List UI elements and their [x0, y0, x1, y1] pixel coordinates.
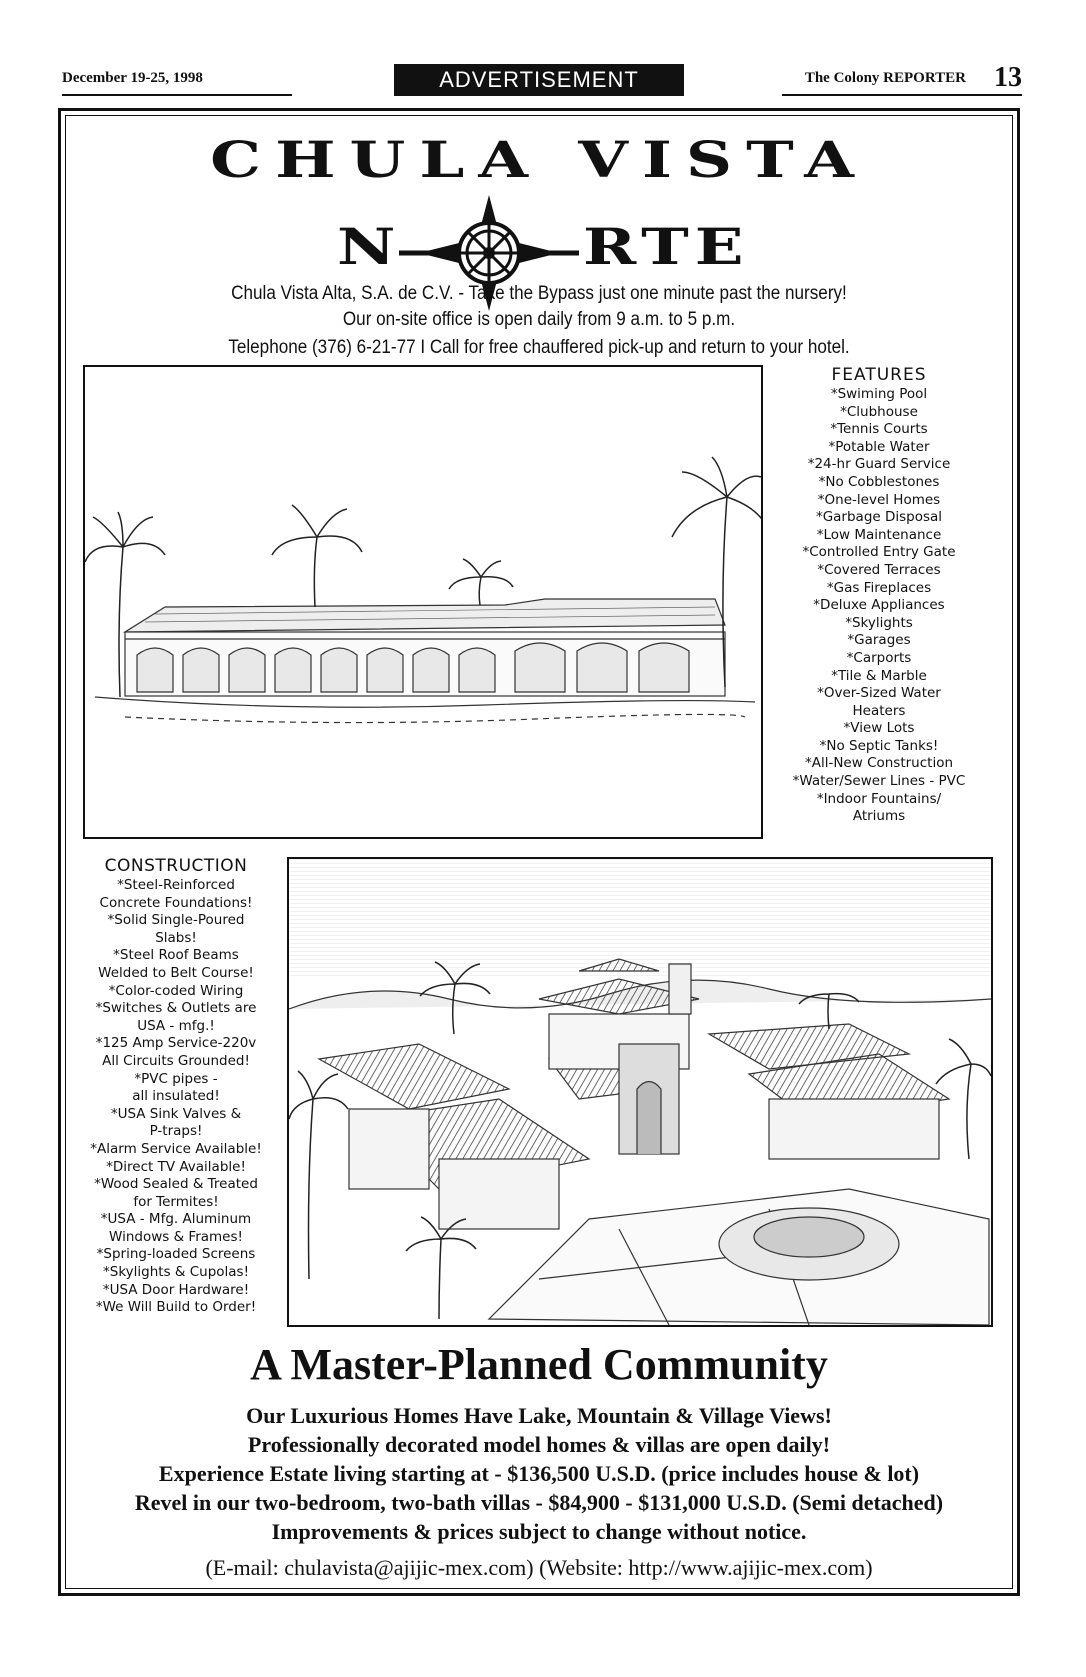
- info-line-hours: Our on-site office is open daily from 9 a.m. to 5 p.m.: [342, 309, 736, 330]
- construction-item: all insulated!: [132, 1088, 220, 1105]
- feature-item: *Covered Terraces: [817, 561, 941, 578]
- construction-item: *Steel Roof Beams: [113, 947, 239, 964]
- feature-item: *Tennis Courts: [830, 421, 928, 438]
- feature-item: *Deluxe Appliances: [813, 597, 945, 614]
- header-rule-right: [782, 94, 1022, 96]
- construction-list: [71, 855, 281, 1317]
- bottom-line-contact: (E-mail: chulavista@ajijic-mex.com) (Website: http://www.ajijic-mex.com): [205, 1555, 873, 1580]
- feature-item: *Garbage Disposal: [815, 509, 943, 526]
- bottom-line-estate-price: Experience Estate living starting at - $136,500 U.S.D. (price includes house & lot): [158, 1461, 920, 1486]
- bottom-line-model-homes: Professionally decorated model homes & villas are open daily!: [247, 1432, 831, 1457]
- feature-item: *All-New Construction: [804, 755, 954, 772]
- bottom-line-villa-price: Revel in our two-bedroom, two-bath villas - $84,900 - $131,000 U.S.D. (Semi detached): [134, 1490, 944, 1515]
- construction-item: All Circuits Grounded!: [102, 1052, 250, 1069]
- features-list: [763, 364, 995, 826]
- construction-item: *PVC pipes -: [134, 1070, 218, 1087]
- construction-item: Concrete Foundations!: [99, 894, 253, 911]
- info-line-telephone: Telephone (376) 6-21-77 I Call for free chauffered pick-up and return to your hotel.: [228, 337, 850, 358]
- page-number: 13: [994, 62, 1022, 93]
- estate-illustration: [287, 857, 993, 1327]
- construction-heading: CONSTRUCTION: [104, 856, 248, 876]
- feature-item: *24-hr Guard Service: [807, 456, 951, 473]
- construction-item: *Steel-Reinforced: [117, 877, 235, 893]
- construction-item: *Wood Sealed & Treated: [94, 1176, 258, 1193]
- ad-title-line1: CHULA VISTA: [210, 131, 868, 190]
- construction-item: USA - mfg.!: [137, 1017, 215, 1034]
- feature-item: *Indoor Fountains/: [816, 790, 942, 807]
- feature-item: *No Cobblestones: [818, 473, 940, 490]
- feature-item: *Low Maintenance: [816, 526, 942, 543]
- bottom-line-views: Our Luxurious Homes Have Lake, Mountain & Village Views!: [246, 1403, 832, 1428]
- construction-item: Welded to Belt Course!: [98, 964, 254, 981]
- construction-item: *USA Door Hardware!: [102, 1281, 250, 1298]
- construction-item: *USA Sink Valves &: [110, 1105, 242, 1122]
- feature-item: *Gas Fireplaces: [826, 579, 932, 596]
- feature-item: *Water/Sewer Lines - PVC: [792, 773, 966, 790]
- issue-date: December 19-25, 1998: [62, 70, 203, 86]
- feature-item: *Garages: [847, 632, 911, 649]
- tagline-heading: A Master-Planned Community: [250, 1340, 828, 1389]
- feature-item: *Controlled Entry Gate: [802, 544, 956, 561]
- construction-item: *USA - Mfg. Aluminum: [100, 1211, 252, 1228]
- construction-item: *Spring-loaded Screens: [96, 1246, 256, 1263]
- info-line-location: Chula Vista Alta, S.A. de C.V. - Take the Bypass just one minute past the nursery!: [231, 283, 847, 304]
- feature-item: *Clubhouse: [840, 403, 918, 420]
- construction-item: *Skylights & Cupolas!: [103, 1264, 249, 1281]
- publication-name: The Colony REPORTER: [804, 70, 966, 86]
- construction-item: Slabs!: [155, 929, 197, 946]
- construction-item: *Alarm Service Available!: [90, 1140, 262, 1157]
- construction-item: *125 Amp Service-220v: [95, 1035, 257, 1052]
- feature-item: Atriums: [852, 808, 906, 825]
- feature-item: *Over-Sized Water: [817, 685, 941, 702]
- title-letters-rte: RTE: [583, 218, 750, 277]
- feature-item: *No Septic Tanks!: [819, 737, 939, 754]
- title-letter-n: N: [337, 218, 396, 277]
- advertisement-banner: ADVERTISEMENT: [394, 64, 684, 96]
- feature-item: *One-level Homes: [817, 491, 941, 508]
- feature-item: Heaters: [852, 702, 906, 719]
- header-rule-left: [62, 94, 292, 96]
- construction-item: *We Will Build to Order!: [95, 1299, 257, 1316]
- construction-item: P-traps!: [149, 1123, 203, 1140]
- feature-item: *Tile & Marble: [831, 667, 927, 684]
- villa-illustration: [83, 365, 763, 839]
- feature-item: *Skylights: [845, 614, 913, 631]
- features-heading: FEATURES: [831, 365, 927, 385]
- feature-item: *Carports: [846, 649, 912, 666]
- page-header: [62, 60, 1022, 100]
- bottom-line-disclaimer: Improvements & prices subject to change without notice.: [271, 1519, 807, 1544]
- construction-item: *Switches & Outlets are: [95, 1000, 257, 1017]
- construction-item: *Direct TV Available!: [106, 1158, 246, 1175]
- feature-item: *View Lots: [843, 720, 915, 737]
- construction-item: Windows & Frames!: [109, 1228, 243, 1245]
- construction-item: *Color-coded Wiring: [108, 982, 244, 999]
- feature-item: *Swiming Pool: [830, 386, 928, 402]
- construction-item: for Termites!: [133, 1193, 219, 1210]
- feature-item: *Potable Water: [828, 438, 930, 455]
- advertisement-box: [58, 108, 1020, 1596]
- construction-item: *Solid Single-Poured: [107, 912, 245, 929]
